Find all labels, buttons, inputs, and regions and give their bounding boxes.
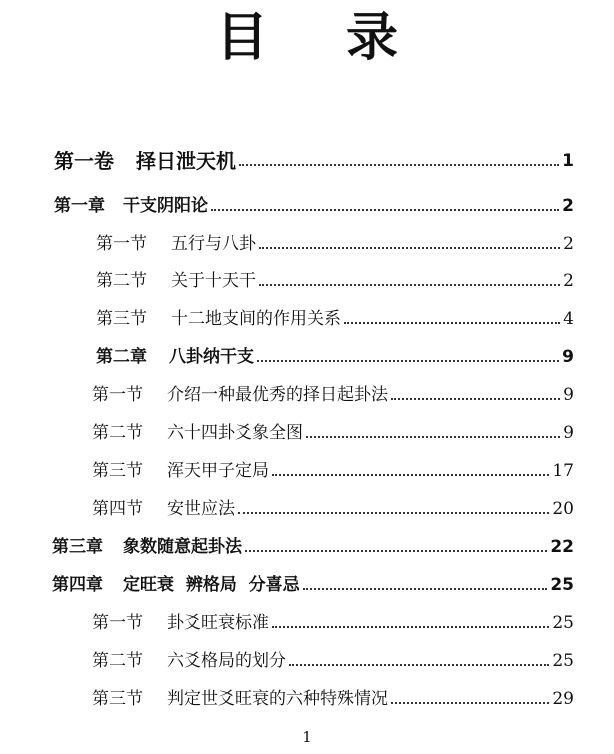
leader-dots (391, 398, 560, 400)
toc-entry[interactable] (92, 688, 574, 710)
toc-entry-head: 第三节 (92, 689, 143, 709)
toc-entry[interactable] (96, 233, 574, 255)
leader-dots (259, 247, 560, 249)
toc-entry-page: 25 (550, 575, 574, 595)
leader-dots (306, 436, 560, 438)
toc-entry-text: 五行与八卦 (171, 234, 256, 254)
toc-entry-page: 1 (562, 151, 574, 171)
toc-entry-text: 干支阴阳论 (123, 196, 208, 216)
toc-entry-text: 介绍一种最优秀的择日起卦法 (167, 385, 388, 405)
toc-entry-page: 4 (563, 309, 574, 329)
leader-dots (272, 474, 549, 476)
toc-entry-text: 安世应法 (167, 499, 235, 519)
toc-entry-head: 第一节 (92, 613, 143, 633)
toc-entry-page: 9 (563, 423, 574, 443)
leader-dots (303, 588, 548, 590)
toc-entry[interactable] (92, 460, 574, 482)
toc-entry-text: 定旺衰 辨格局 分喜忌 (123, 575, 300, 595)
toc-entry-head: 第二章 (96, 347, 147, 367)
toc-entry[interactable] (96, 308, 574, 330)
leader-dots (391, 702, 549, 704)
toc-entry-page: 2 (563, 234, 574, 254)
toc-entry-head: 第一章 (54, 196, 105, 216)
toc-entry-page: 2 (562, 196, 574, 216)
toc-entry[interactable] (92, 612, 574, 634)
toc-entry-head: 第一节 (92, 385, 143, 405)
toc-entry-page: 2 (563, 271, 574, 291)
toc-entry-text: 象数随意起卦法 (123, 537, 242, 557)
page-number: 1 (302, 728, 312, 746)
toc-entry[interactable] (54, 150, 574, 172)
toc-entry-head: 第二节 (92, 651, 143, 671)
leader-dots (344, 322, 560, 324)
toc-entry-page: 9 (562, 347, 574, 367)
toc-entry-head: 第三节 (96, 309, 147, 329)
page-title: 目 录 (215, 8, 429, 68)
toc-entry-head: 第二节 (92, 423, 143, 443)
leader-dots (239, 164, 559, 166)
toc-entry-page: 9 (563, 385, 574, 405)
leader-dots (211, 209, 559, 211)
toc-entry[interactable] (92, 422, 574, 444)
toc-entry-text: 关于十天干 (171, 271, 256, 291)
toc-entry[interactable] (92, 498, 574, 520)
toc-entry-head: 第三节 (92, 461, 143, 481)
toc-entry-text: 六十四卦爻象全图 (167, 423, 303, 443)
toc-entry-text: 浑天甲子定局 (167, 461, 269, 481)
toc-entry-page: 17 (552, 461, 574, 481)
toc-entry-text: 判定世爻旺衰的六种特殊情况 (167, 689, 388, 709)
toc-entry[interactable] (54, 195, 574, 217)
toc-entry-text: 六爻格局的划分 (167, 651, 286, 671)
toc-entry-page: 29 (552, 689, 574, 709)
toc-entry-head: 第三章 (52, 537, 103, 557)
toc-entry[interactable] (52, 574, 574, 596)
leader-dots (289, 664, 549, 666)
toc-entry-text: 十二地支间的作用关系 (171, 309, 341, 329)
toc-entry-head: 第四章 (52, 575, 103, 595)
toc-entry-text: 择日泄天机 (136, 149, 236, 173)
toc-entry[interactable] (92, 384, 574, 406)
leader-dots (257, 360, 559, 362)
toc-entry[interactable] (96, 346, 574, 368)
leader-dots (259, 284, 560, 286)
toc-entry[interactable] (52, 536, 574, 558)
toc-entry-head: 第二节 (96, 271, 147, 291)
toc-entry[interactable] (96, 270, 574, 292)
toc-entry[interactable] (92, 650, 574, 672)
leader-dots (245, 550, 547, 552)
toc-entry-text: 卦爻旺衰标准 (167, 613, 269, 633)
toc-entry-page: 25 (552, 651, 574, 671)
toc-entry-head: 第一节 (96, 234, 147, 254)
leader-dots (238, 512, 549, 514)
toc-entry-head: 第一卷 (54, 149, 114, 173)
leader-dots (272, 626, 549, 628)
toc-entry-head: 第四节 (92, 499, 143, 519)
toc-entry-text: 八卦纳干支 (169, 347, 254, 367)
toc-entry-page: 25 (552, 613, 574, 633)
toc-entry-page: 22 (550, 537, 574, 557)
toc-entry-page: 20 (552, 499, 574, 519)
